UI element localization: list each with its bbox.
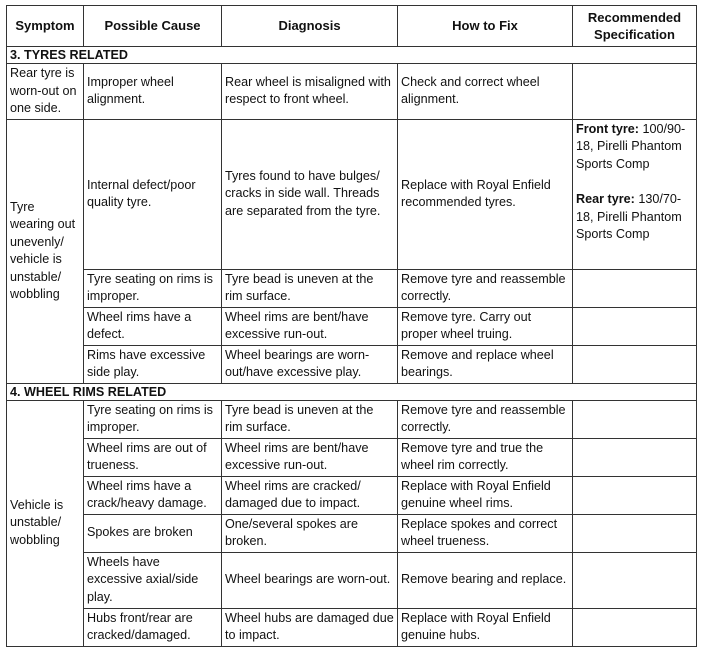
cause-cell: Spokes are broken: [84, 514, 222, 552]
spec-cell-empty: [573, 552, 697, 608]
section-heading-row: [7, 383, 697, 400]
cause-cell: Improper wheel alignment.: [84, 64, 222, 120]
fix-cell: Remove and replace wheel bearings.: [398, 345, 573, 383]
header-diagnosis: Diagnosis: [222, 6, 398, 47]
diagnosis-cell: Wheel rims are bent/have excessive run-out.: [222, 438, 398, 476]
cause-cell: Wheel rims have a defect.: [84, 307, 222, 345]
cause-cell: Internal defect/poor quality tyre.: [84, 119, 222, 269]
cause-cell: Rims have excessive side play.: [84, 345, 222, 383]
diagnosis-cell: Wheel rims are bent/have excessive run-out.: [222, 307, 398, 345]
spec-cell-empty: [573, 514, 697, 552]
table-header-row: [7, 6, 697, 47]
fix-cell: Remove tyre and reassemble correctly.: [398, 269, 573, 307]
table-row: [7, 514, 697, 552]
spec-cell-empty: [573, 64, 697, 120]
fix-cell: Remove tyre and true the wheel rim correctly.: [398, 438, 573, 476]
diagnosis-cell: Tyre bead is uneven at the rim surface.: [222, 400, 398, 438]
rear-tyre-spec: [576, 191, 693, 244]
cause-cell: Wheels have excessive axial/side play.: [84, 552, 222, 608]
diagnosis-cell: Wheel rims are cracked/ damaged due to impact.: [222, 476, 398, 514]
section-heading-row: [7, 47, 697, 64]
table-row: [7, 345, 697, 383]
front-tyre-spec: [576, 121, 693, 174]
fix-cell: Remove tyre. Carry out proper wheel truing.: [398, 307, 573, 345]
fix-cell: Remove tyre and reassemble correctly.: [398, 400, 573, 438]
spec-cell-empty: [573, 608, 697, 646]
table-row: [7, 438, 697, 476]
table-row: [7, 269, 697, 307]
rear-tyre-label: Rear tyre:: [576, 192, 635, 206]
header-how-to-fix: How to Fix: [398, 6, 573, 47]
table-row: [7, 552, 697, 608]
spec-cell-empty: [573, 476, 697, 514]
spec-cell-empty: [573, 438, 697, 476]
symptom-cell: Vehicle is unstable/ wobbling: [7, 400, 84, 646]
table-row: [7, 608, 697, 646]
symptom-cell: Rear tyre is worn-out on one side.: [7, 64, 84, 120]
spec-cell-empty: [573, 269, 697, 307]
troubleshooting-table: [6, 5, 697, 647]
rear-tyre-value: 130/70-18, Pirelli Phantom Sports Comp: [576, 192, 682, 241]
fix-cell: Replace with Royal Enfield recommended tyres.: [398, 119, 573, 269]
spec-cell-empty: [573, 307, 697, 345]
fix-cell: Remove bearing and replace.: [398, 552, 573, 608]
table-row: [7, 64, 697, 120]
spec-cell-empty: [573, 400, 697, 438]
section-title-tyres: 3. TYRES RELATED: [7, 47, 697, 64]
diagnosis-cell: Wheel bearings are worn-out.: [222, 552, 398, 608]
diagnosis-cell: Wheel bearings are worn-out/have excessive play.: [222, 345, 398, 383]
table-row: [7, 476, 697, 514]
section-title-wheel-rims: 4. WHEEL RIMS RELATED: [7, 383, 697, 400]
cause-cell: Wheel rims have a crack/heavy damage.: [84, 476, 222, 514]
diagnosis-cell: Tyres found to have bulges/ cracks in side wall. Threads are separated from the tyre.: [222, 119, 398, 269]
table-row: [7, 307, 697, 345]
cause-cell: Tyre seating on rims is improper.: [84, 400, 222, 438]
diagnosis-cell: Tyre bead is uneven at the rim surface.: [222, 269, 398, 307]
diagnosis-cell: One/several spokes are broken.: [222, 514, 398, 552]
header-symptom: Symptom: [7, 6, 84, 47]
spec-cell: [573, 119, 697, 269]
cause-cell: Wheel rims are out of trueness.: [84, 438, 222, 476]
fix-cell: Replace spokes and correct wheel trueness.: [398, 514, 573, 552]
diagnosis-cell: Rear wheel is misaligned with respect to front wheel.: [222, 64, 398, 120]
fix-cell: Replace with Royal Enfield genuine hubs.: [398, 608, 573, 646]
table-row: [7, 400, 697, 438]
front-tyre-label: Front tyre:: [576, 121, 639, 136]
header-possible-cause: Possible Cause: [84, 6, 222, 47]
table-row: [7, 119, 697, 269]
symptom-cell: Tyre wearing out unevenly/ vehicle is unstable/ wobbling: [7, 119, 84, 383]
fix-cell: Check and correct wheel alignment.: [398, 64, 573, 120]
cause-cell: Hubs front/rear are cracked/damaged.: [84, 608, 222, 646]
front-tyre-value: 100/90-18, Pirelli Phantom Sports Comp: [576, 121, 686, 171]
diagnosis-cell: Wheel hubs are damaged due to impact.: [222, 608, 398, 646]
fix-cell: Replace with Royal Enfield genuine wheel rims.: [398, 476, 573, 514]
cause-cell: Tyre seating on rims is improper.: [84, 269, 222, 307]
spec-cell-empty: [573, 345, 697, 383]
header-recommended-specification: Recommended Specification: [573, 6, 697, 47]
